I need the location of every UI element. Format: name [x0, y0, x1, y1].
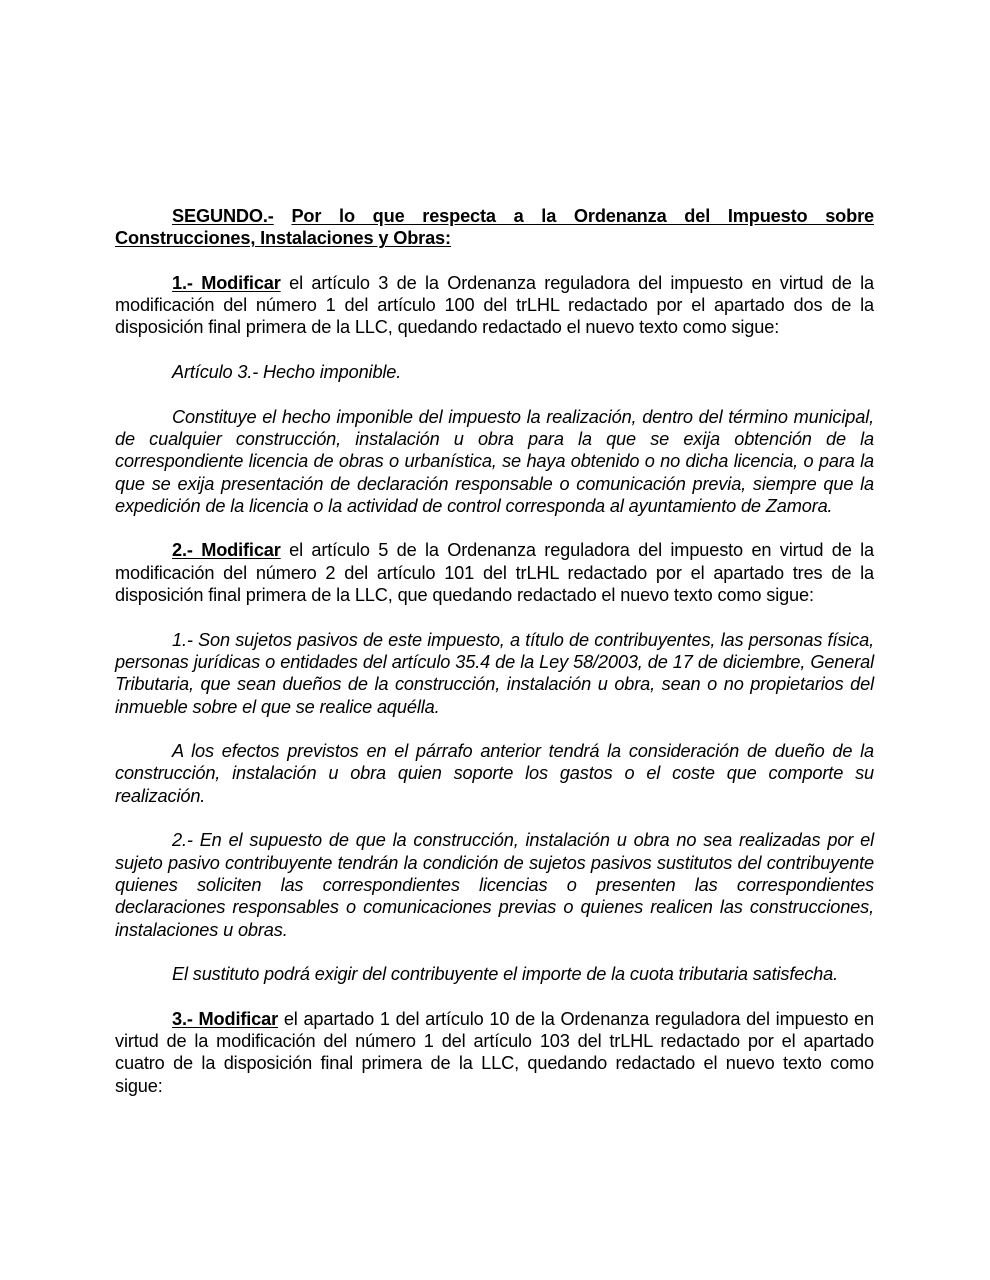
quoted-paragraph-sustituto-exigir: El sustituto podrá exigir del contribuyente el importe de la cuota tributaria satisfecha.: [172, 964, 839, 985]
modification-lead-2: 2.- Modificar: [172, 540, 281, 561]
modification-lead-1: 1.- Modificar: [172, 272, 281, 293]
modification-lead-3: 3.- Modificar: [172, 1008, 279, 1029]
modification-text-3: el apartado 1 del artículo 10 de la Ordenanza reguladora del impuesto en virtud de la modificación del número 1 del artículo 103 del trLHL redactado por el apartado cuatro de la disposición final primera de la LLC, quedando redactado el nuevo texto como sigue:: [115, 1008, 874, 1096]
section-heading: [115, 205, 874, 250]
quoted-paragraph-efectos: A los efectos previstos en el párrafo anterior tendrá la consideración de dueño de la construcción, instalación u obra quien soporte los gastos o el coste que comporte su realización.: [115, 741, 874, 806]
modification-text-1: el artículo 3 de la Ordenanza reguladora del impuesto en virtud de la modificación del número 1 del artículo 100 del trLHL redactado por el apartado dos de la disposición final primera de la LLC, quedando redactado el nuevo texto como sigue:: [115, 272, 874, 338]
quoted-paragraph-sustitutos: 2.- En el supuesto de que la construcción, instalación u obra no sea realizadas por el sujeto pasivo contribuyente tendrán la condición de sujetos pasivos sustitutos del contribuyente quienes soliciten las correspondientes licencias o presenten las correspondientes declaraciones responsables o comunicaciones previas o quienes realicen las construcciones, instalaciones u obras.: [115, 830, 874, 940]
section-heading-lead: SEGUNDO.-: [172, 206, 274, 226]
modification-paragraph-1: [115, 272, 874, 339]
modification-paragraph-3: [115, 1008, 874, 1097]
section-heading-title: Por lo que respecta a la Ordenanza del Impuesto sobre Construcciones, Instalaciones y Obras:: [115, 206, 874, 249]
document-page: [115, 205, 874, 1119]
modification-text-2: el artículo 5 de la Ordenanza reguladora del impuesto en virtud de la modificación del número 2 del artículo 101 del trLHL redactado por el apartado tres de la disposición final primera de la LLC, que quedando redactado el nuevo texto como sigue:: [115, 540, 874, 606]
article-title: Artículo 3.- Hecho imponible.: [172, 362, 402, 383]
quoted-paragraph-hecho-imponible: Constituye el hecho imponible del impuesto la realización, dentro del término municipal, de cualquier construcción, instalación u obra para la que se exija obtención de la correspondiente licencia de obras o urbanística, se haya obtenido o no dicha licencia, o para la que se exija presentación de declaración responsable o comunicación previa, siempre que la expedición de la licencia o la actividad de control corresponda al ayuntamiento de Zamora.: [115, 406, 874, 516]
quoted-paragraph-sujetos-pasivos: 1.- Son sujetos pasivos de este impuesto, a título de contribuyentes, las personas física, personas jurídicas o entidades del artículo 35.4 de la Ley 58/2003, de 17 de diciembre, General Tributaria, que sean dueños de la construcción, instalación u obra, sean o no propietarios del inmueble sobre el que se realice aquélla.: [115, 629, 874, 717]
modification-paragraph-2: [115, 539, 874, 606]
